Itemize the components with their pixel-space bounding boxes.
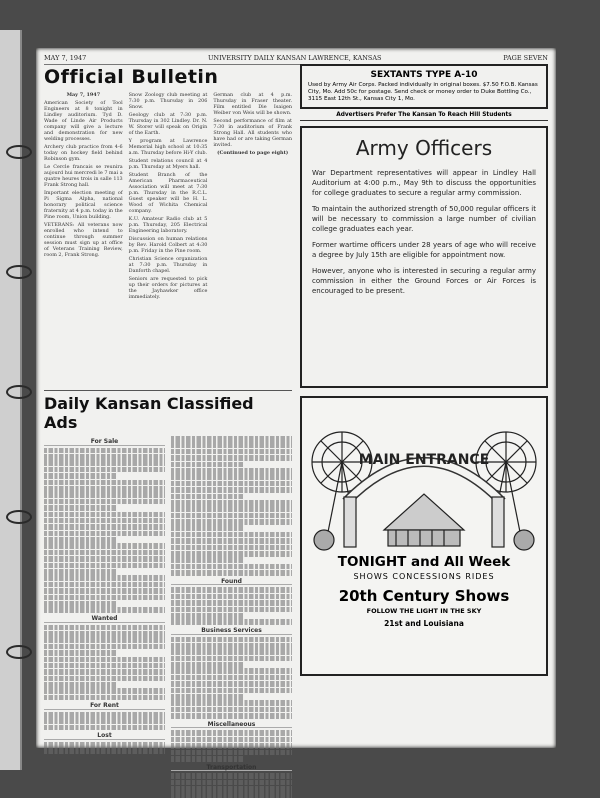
illegible-text-line [171, 675, 292, 681]
illegible-text-line [44, 486, 165, 492]
illegible-text-line [171, 570, 292, 576]
army-paragraph: War Department representatives will appear in Lindley Hall Auditorium at 4:00 p.m., May 9th to discuss the opportunities for college graduates to secure a regular army commission. [312, 169, 536, 197]
illegible-text-line [44, 582, 165, 588]
illegible-text-line [44, 637, 165, 643]
illegible-text-line [44, 454, 165, 460]
carnival-line-1: TONIGHT and All Week [337, 554, 511, 570]
classified-col-1 [44, 436, 165, 770]
bulletin-notice: Y program at Lawrence Memorial high school at 10:35 a.m. Thursday before Hi-Y club. [128, 138, 208, 156]
classified-section-heading: For Sale [44, 439, 165, 446]
illegible-text-line [44, 524, 165, 530]
illegible-text-line [171, 780, 292, 786]
illegible-text-line [171, 474, 292, 480]
illegible-text-line [171, 449, 292, 455]
bulletin-col-3 [213, 92, 292, 384]
bulletin-notice: Geology club at 7:30 p.m. Thursday in 302 Lindley. Dr. N. W. Storer will speak on Origin of the Earth. [128, 112, 208, 136]
illegible-text-line [171, 506, 292, 512]
classified-section-heading: For Rent [44, 703, 165, 710]
classified-col-2 [171, 436, 292, 770]
bulletin-col-1 [44, 92, 123, 384]
carnival-ad [300, 396, 548, 676]
illegible-text-line [44, 543, 165, 549]
illegible-text-line [171, 545, 292, 551]
illegible-text-line [44, 650, 117, 656]
ad-text-block [171, 637, 292, 719]
binder-strip [0, 30, 22, 770]
illegible-text-line [171, 607, 292, 613]
illegible-text-line [44, 518, 165, 524]
classified-body [44, 436, 292, 770]
illegible-text-line [171, 481, 292, 487]
carnival-line-5: 21st and Louisiana [384, 619, 464, 628]
classified-section-heading: Business Services [171, 628, 292, 635]
bulletin-notice: Student relations council at 4 p.m. Thursday at Myers hall. [128, 158, 208, 170]
army-officers-ad [300, 126, 548, 388]
illegible-text-line [171, 564, 292, 570]
illegible-text-line [171, 681, 292, 687]
ad-text-block [44, 742, 165, 754]
illegible-text-line [44, 499, 165, 505]
illegible-text-line [171, 613, 244, 619]
illegible-text-line [171, 700, 292, 706]
illegible-text-line [171, 442, 292, 448]
carnival-illustration [306, 402, 542, 552]
illegible-text-line [171, 750, 292, 756]
illegible-text-line [171, 656, 292, 662]
illegible-text-line [44, 644, 165, 650]
carnival-banner-text: MAIN ENTRANCE [358, 452, 490, 468]
classified-section-heading: Wanted [44, 616, 165, 623]
illegible-text-line [171, 455, 292, 461]
ad-text-block [44, 625, 165, 701]
illegible-text-line [44, 631, 165, 637]
bulletin-notice: Student Branch of the American Pharmaceutical Association will meet at 7:30 p.m. Thursday in the R.C.L. Guest speaker will be H. L. Wood of Wichita Chemical company. [128, 172, 208, 214]
illegible-text-line [44, 505, 117, 511]
newspaper-page [36, 48, 556, 771]
illegible-text-line [171, 587, 292, 593]
classified-section-heading: Found [171, 579, 292, 586]
bulletin-notice: German club at 4 p.m. Thursday in Fraser theater. Film entitled Die Isaigen Weiber von Weis will be shown. [213, 92, 293, 116]
illegible-text-line [44, 657, 165, 663]
illegible-text-line [171, 619, 292, 625]
illegible-text-line [44, 676, 165, 682]
illegible-text-line [171, 649, 292, 655]
bulletin-continued: (Continued to page eight) [217, 150, 289, 156]
bulletin-notice: K.U. Amateur Radio club at 5 p.m. Thursday, 205 Electrical Engineering laboratory. [128, 216, 208, 234]
illegible-text-line [44, 460, 165, 466]
ad-text-block [44, 448, 165, 613]
carnival-text [302, 554, 546, 628]
illegible-text-line [44, 625, 165, 631]
illegible-text-line [44, 682, 117, 688]
sextants-ad [300, 64, 548, 109]
bulletin-notice: Seniors are requested to pick up their orders for pictures at the Jayhawker office immediately. [128, 276, 208, 300]
illegible-text-line [171, 551, 292, 557]
illegible-text-line [171, 487, 292, 493]
carnival-line-3: 20th Century Shows [338, 587, 510, 605]
illegible-text-line [44, 688, 165, 694]
advertisers-slogan: Advertisers Prefer The Kansan To Reach Hill Students [300, 112, 548, 121]
illegible-text-line [44, 607, 165, 613]
illegible-text-line [171, 436, 292, 442]
illegible-text-line [171, 694, 244, 700]
bulletin-body [44, 92, 292, 384]
carnival-line-2: SHOWS CONCESSIONS RIDES [353, 572, 495, 581]
bulletin-notice: Christian Science organization at 7:30 p.m. Thursday in Danforth chapel. [128, 256, 208, 274]
illegible-text-line [171, 707, 292, 713]
sextants-title: SEXTANTS TYPE A-10 [370, 70, 478, 80]
illegible-text-line [44, 712, 165, 718]
bulletin-notice: Le Cercle francais se reunira aujourd hui mercredi le 7 mai a quatre heures trois in salle 113 Frank Strong hall. [44, 164, 123, 188]
illegible-text-line [171, 643, 292, 649]
illegible-text-line [171, 792, 292, 798]
bulletin-notice: American Society of Tool Engineers at 8 tonight in Lindley auditorium. Tyd D. Wade of Linde Air Products company will give a lecture and demonstration for new welding processes. [44, 100, 123, 142]
right-column [300, 64, 548, 676]
illegible-text-line [44, 569, 117, 575]
illegible-text-line [171, 688, 292, 694]
binder-ring [6, 385, 32, 399]
illegible-text-line [44, 537, 117, 543]
illegible-text-line [171, 532, 292, 538]
bulletin-title: Official Bulletin [44, 66, 219, 88]
illegible-text-line [44, 492, 165, 498]
illegible-text-line [44, 467, 165, 473]
illegible-text-line [171, 730, 292, 736]
illegible-text-line [171, 713, 292, 719]
illegible-text-line [44, 556, 165, 562]
ad-text-block [171, 436, 292, 576]
binder-ring [6, 145, 32, 159]
bulletin-notice: Archery club practice from 4-6 today on hockey field behind Robinson gym. [44, 144, 123, 162]
illegible-text-line [171, 773, 292, 779]
illegible-text-line [171, 500, 292, 506]
illegible-text-line [44, 480, 165, 486]
illegible-text-line [171, 668, 292, 674]
illegible-text-line [171, 662, 244, 668]
binder-ring [6, 645, 32, 659]
ad-text-block [171, 730, 292, 761]
illegible-text-line [44, 595, 165, 601]
illegible-text-line [171, 600, 292, 606]
ad-text-block [171, 587, 292, 625]
illegible-text-line [44, 575, 165, 581]
illegible-text-line [44, 473, 117, 479]
bulletin-col-2 [129, 92, 208, 384]
illegible-text-line [44, 531, 165, 537]
illegible-text-line [44, 695, 165, 701]
illegible-text-line [44, 588, 165, 594]
illegible-text-line [171, 756, 244, 762]
army-paragraph: Former wartime officers under 28 years of age who will receive a degree by July 15th are eligible for appointment now. [312, 241, 536, 259]
illegible-text-line [44, 742, 165, 748]
army-headline: Army Officers [355, 136, 493, 160]
illegible-text-line [171, 557, 244, 563]
illegible-text-line [44, 725, 165, 731]
illegible-text-line [44, 512, 165, 518]
bulletin-date: May 7, 1947 [66, 92, 101, 98]
illegible-text-line [171, 494, 244, 500]
illegible-text-line [171, 462, 244, 468]
illegible-text-line [171, 786, 292, 792]
classified-section-heading: Miscellaneous [171, 722, 292, 729]
bulletin-notice: VETERANS: All veterans now enrolled who intend to continue through summer session must sign up at office of Veterans Training Review, room 2, Frank Strong. [44, 222, 123, 258]
illegible-text-line [44, 448, 165, 454]
ad-text-block [44, 712, 165, 730]
carnival-line-4: FOLLOW THE LIGHT IN THE SKY [366, 607, 482, 615]
illegible-text-line [44, 563, 165, 569]
illegible-text-line [44, 748, 165, 754]
left-column [44, 66, 292, 770]
illegible-text-line [44, 550, 165, 556]
bulletin-notice: Second performance of film at 7:30 in auditorium of Frank Strong Hall. All students who have had or are taking German invited. [213, 118, 293, 148]
illegible-text-line [44, 663, 165, 669]
bulletin-notice: Snow Zoology club meeting at 7:30 p.m. Thursday in 206 Snow. [128, 92, 208, 110]
illegible-text-line [171, 519, 292, 525]
army-paragraph: To maintain the authorized strength of 50,000 regular officers it will be necessary to commission a large number of civilian college graduates each year. [312, 205, 536, 233]
illegible-text-line [44, 601, 117, 607]
illegible-text-line [171, 737, 292, 743]
illegible-text-line [171, 468, 292, 474]
illegible-text-line [171, 637, 292, 643]
illegible-text-line [44, 718, 165, 724]
sextants-body: Used by Army Air Corps. Packed individually in original boxes. $7.50 F.O.B. Kansas City, Mo. Add 50c for postage. Send check or money order to Duke Bottling Co., 3115 East 12th St., Kansas City 1, Mo. [308, 82, 538, 102]
header-center: UNIVERSITY DAILY KANSAN LAWRENCE, KANSAS [207, 54, 382, 62]
illegible-text-line [171, 743, 292, 749]
illegible-text-line [171, 525, 244, 531]
header-page: PAGE SEVEN [503, 54, 548, 62]
binder-ring [6, 510, 32, 524]
illegible-text-line [171, 538, 292, 544]
classified-title: Daily Kansan Classified Ads [44, 390, 292, 432]
illegible-text-line [171, 513, 292, 519]
classified-section-heading: Transportation [171, 765, 292, 772]
ad-text-block [171, 773, 292, 798]
classified-section-heading: Lost [44, 733, 165, 740]
bulletin-notice: Discussion on human relations by Rev. Harold Colbert at 4:30 p.m. Friday in the Pine room. [128, 236, 208, 254]
binder-ring [6, 265, 32, 279]
army-paragraph: However, anyone who is interested in securing a regular army commission in either the Ground Forces or Air Forces is encouraged to be present. [312, 267, 536, 295]
illegible-text-line [171, 594, 292, 600]
bulletin-notice: Important election meeting of Pi Sigma Alpha, national honorary political science fraternity at 4 p.m. today in the Pine room, Union building. [44, 190, 123, 220]
header-date: MAY 7, 1947 [44, 54, 87, 62]
illegible-text-line [44, 669, 165, 675]
